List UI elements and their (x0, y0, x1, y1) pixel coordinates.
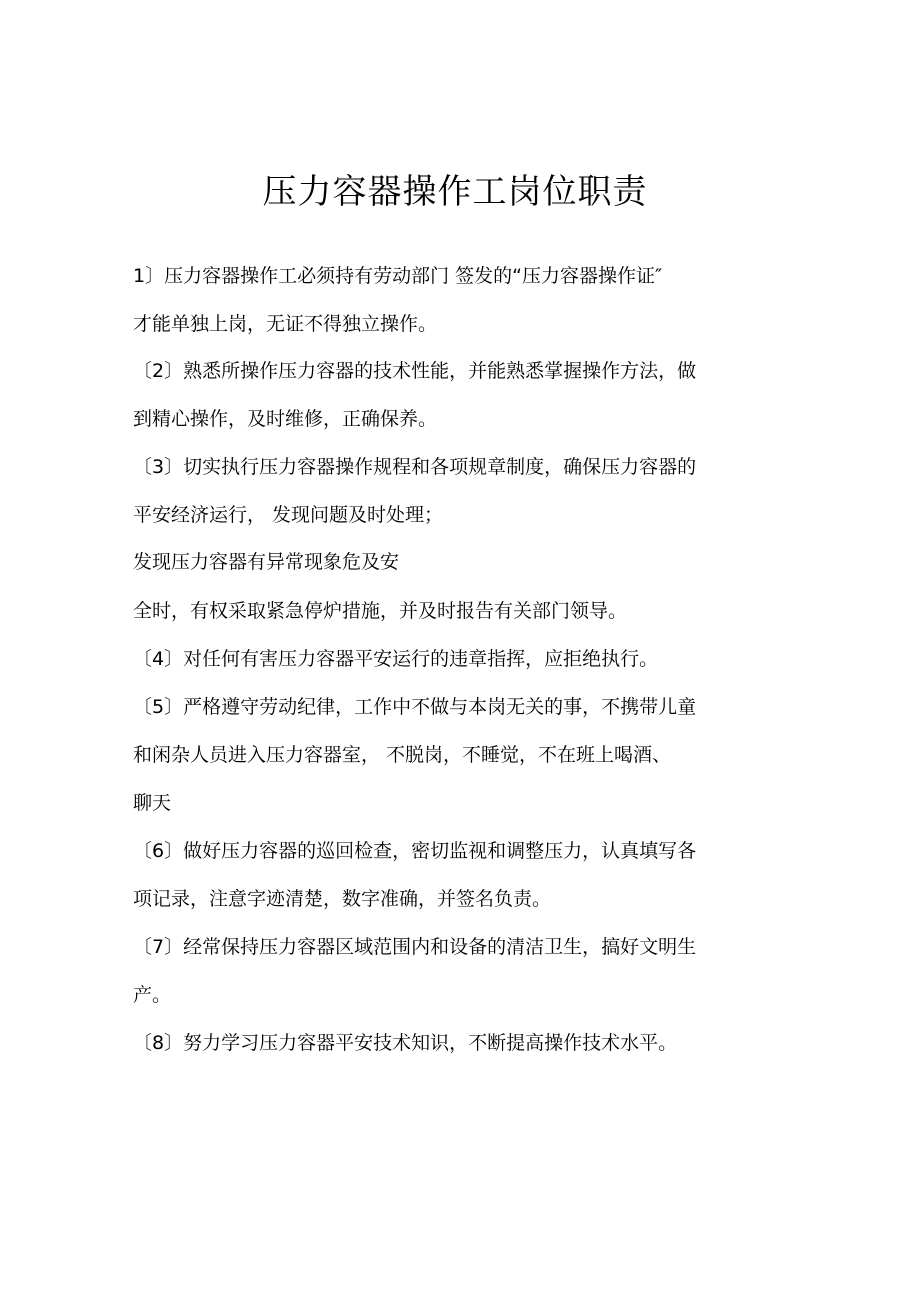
text-line: 〔2〕熟悉所操作压力容器的技术性能，并能熟悉掌握操作方法，做 (133, 360, 697, 382)
text-line: 〔3〕切实执行压力容器操作规程和各项规章制度，确保压力容器的 (133, 456, 697, 478)
text-line: 〔8〕努力学习压力容器平安技术知识，不断提高操作技术水平。 (133, 1032, 678, 1054)
text-line: 聊天 (133, 792, 172, 814)
text-line: 〔4〕对任何有害压力容器平安运行的违章指挥，应拒绝执行。 (133, 648, 659, 670)
text-line: 平安经济运行， 发现问题及时处理； (133, 504, 444, 526)
document-title: 压力容器操作工岗位职责 (262, 172, 648, 212)
text-line: 和闲杂人员进入压力容器室， 不脱岗，不睡觉，不在班上喝酒、 (133, 744, 672, 766)
text-line: 项记录，注意字迹清楚，数字准确，并签名负责。 (133, 888, 552, 910)
text-line: 〔5〕严格遵守劳动纪律，工作中不做与本岗无关的事，不携带儿童 (133, 696, 697, 718)
text-line: 〔7〕经常保持压力容器区域范围内和设备的清洁卫生，搞好文明生 (133, 936, 697, 958)
text-line: 才能单独上岗，无证不得独立操作。 (133, 313, 438, 335)
text-line: 产。 (133, 984, 172, 1006)
text-line: 发现压力容器有异常现象危及安 (133, 551, 400, 573)
text-line: 到精心操作，及时维修，正确保养。 (133, 408, 438, 430)
text-line: 〔6〕做好压力容器的巡回检查，密切监视和调整压力，认真填写各 (133, 840, 697, 862)
text-line: 1〕压力容器操作工必须持有劳动部门 签发的“压力容器操作证″ (133, 265, 663, 287)
text-line: 全时，有权采取紧急停炉措施，并及时报告有关部门领导。 (133, 600, 628, 622)
